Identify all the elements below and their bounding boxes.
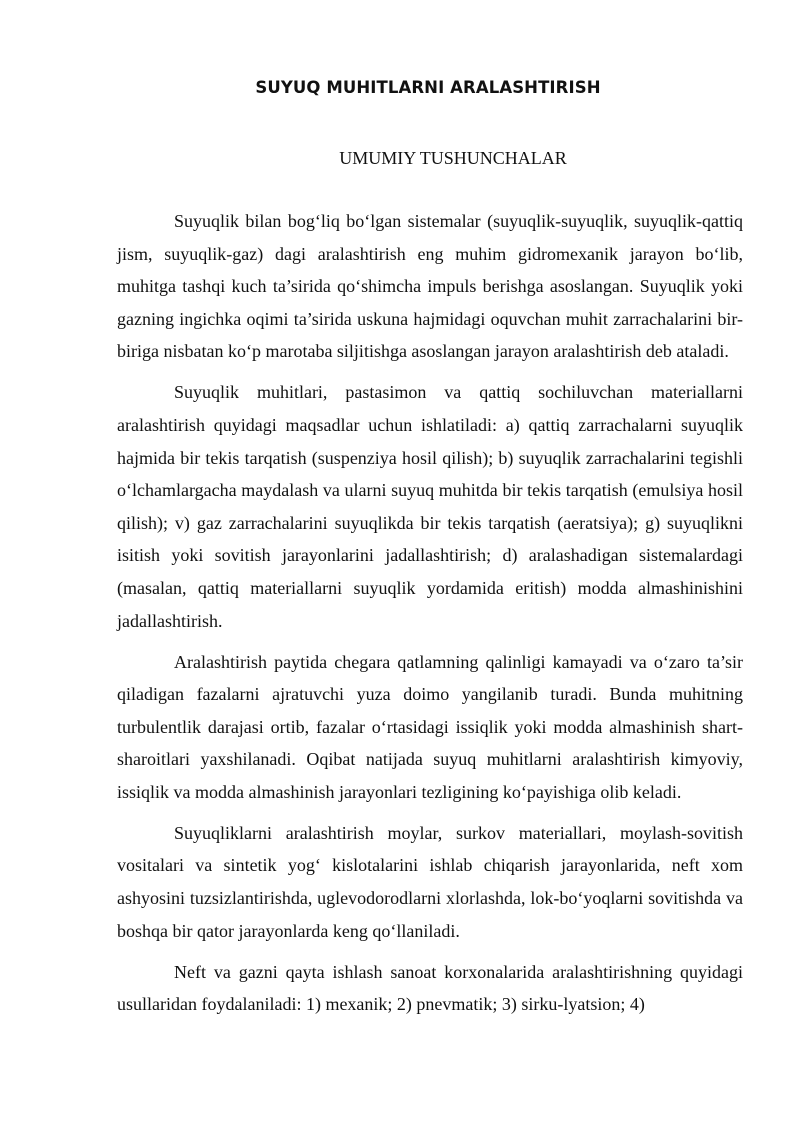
paragraph: Suyuqliklarni aralashtirish moylar, surkov materiallari, moylash-sovitish vositalari va sintetik yog‘ kislotalarini ishlab chiqarish jarayonlarida, neft xom ashyosini tuzsizlantirishda, uglevodorodlarni xlorlashda, lok-bo‘yoqlarni sovitishda va boshqa bir qator jarayonlarda keng qo‘llaniladi. xyxy=(117,822,743,941)
document-title: SUYUQ MUHITLARNI ARALASHTIRISH xyxy=(255,78,601,97)
paragraph: Neft va gazni qayta ishlash sanoat korxonalarida aralashtirishning quyidagi usullaridan foydalaniladi: 1) mexanik; 2) pnevmatik; 3) sirku-lyatsion; 4) xyxy=(117,961,743,1015)
paragraph: Suyuqlik bilan bog‘liq bo‘lgan sistemalar (suyuqlik-suyuqlik, suyuqlik-qattiq jism, suyuqlik-gaz) dagi aralashtirish eng muhim gidromexanik jarayon bo‘lib, muhitga tashqi kuch ta’sirida qo‘shimcha impuls berishga asoslangan. Suyuqlik yoki gazning ingichka oqimi ta’sirida uskuna hajmidagi oquvchan muhit zarrachalarini bir-biriga nisbatan ko‘p marotaba siljitishga asoslangan jarayon aralashtirish deb ataladi. xyxy=(117,211,743,362)
section-heading: UMUMIY TUSHUNCHALAR xyxy=(339,148,567,168)
document-body xyxy=(117,205,743,1029)
paragraph: Aralashtirish paytida chegara qatlamning qalinligi kamayadi va o‘zaro ta’sir qiladigan fazalarni ajratuvchi yuza doimo yangilanib turadi. Bunda muhitning turbulentlik darajasi ortib, fazalar o‘rtasidagi issiqlik yoki modda almashinish shart-sharoitlari yaxshilanadi. Oqibat natijada suyuq muhitlarni aralashtirish kimyoviy, issiqlik va modda almashinish jarayonlari tezligining ko‘payishiga olib keladi. xyxy=(117,651,743,802)
paragraph: Suyuqlik muhitlari, pastasimon va qattiq sochiluvchan materiallarni aralashtirish quyidagi maqsadlar uchun ishlatiladi: a) qattiq zarrachalarni suyuqlik hajmida bir tekis tarqatish (suspenziya hosil qilish); b) suyuqlik zarrachalarini tegishli o‘lchamlargacha maydalash va ularni suyuq muhitda bir tekis tarqatish (emulsiya hosil qilish); v) gaz zarrachalarini suyuqlikda bir tekis tarqatish (aeratsiya); g) suyuqlikni isitish yoki sovitish jarayonlarini jadallashtirish; d) aralashadigan sistemalardagi (masalan, qattiq materiallarni suyuqlik yordamida eritish) modda almashinishini jadallashtirish. xyxy=(117,382,743,631)
